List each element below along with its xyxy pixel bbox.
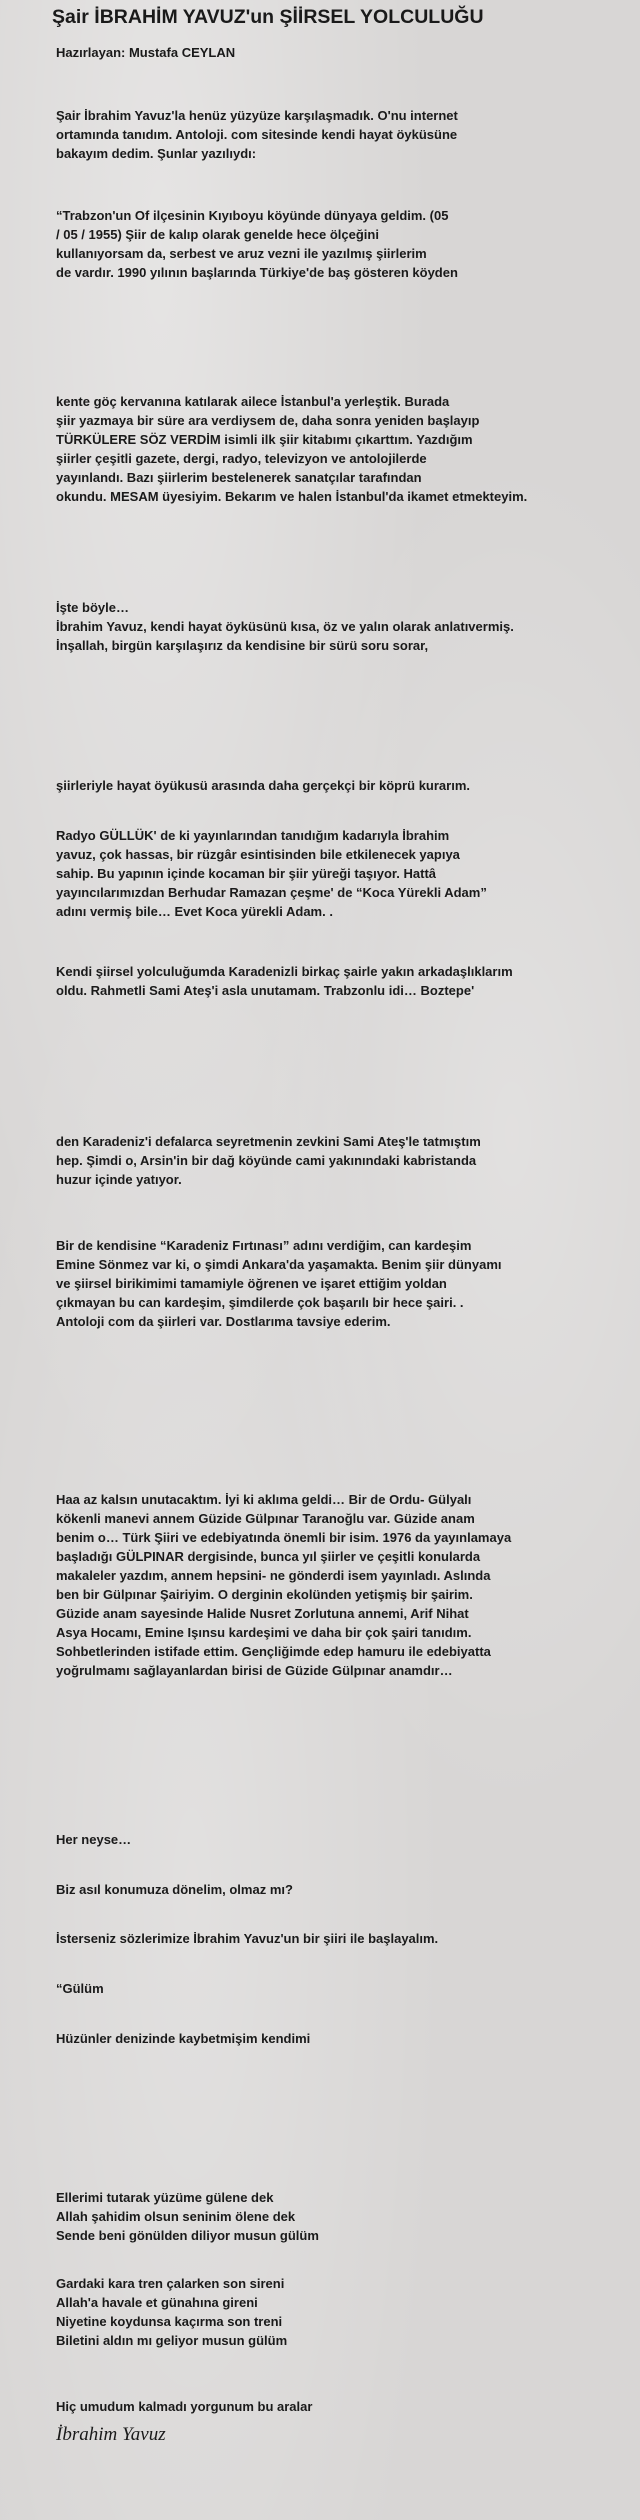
paragraph-her-neyse: Her neyse… [56,1832,132,1847]
poem-line-huzunler: Hüzünler denizinde kaybetmişim kendimi [56,2031,311,2046]
paragraph-emine: Bir de kendisine “Karadeniz Fırtınası” adını verdiğim, can kardeşim Emine Sönmez var ki, o şimdi Ankara'da yaşamakta. Benim şiir dünyamı ve şiirsel birikimimi tamamiyle öğrenen ve işaret ettiğim yoldan çıkmayan bu can kardeşim, şimdilerde çok başarılı bir hece şairi. . Antoloji com da şiirleri var. Dostlarıma tavsiye ederim. [56,1238,502,1329]
poem-stanza-1: Ellerimi tutarak yüzüme gülene dek Allah şahidim olsun seninim ölene dek Sende beni gönülden diliyor musun gülüm [56,2190,319,2243]
poem-stanza-2: Gardaki kara tren çalarken son sireni Allah'a havale et günahına gireni Niyetine koydunsa kaçırma son treni Biletini aldın mı geliyor musun gülüm [56,2276,288,2348]
paragraph-siir-intro: İsterseniz sözlerimize İbrahim Yavuz'un bir şiiri ile başlayalım. [56,1931,439,1946]
paragraph-bio-2: kente göç kervanına katılarak ailece İstanbul'a yerleştik. Burada şiir yazmaya bir süre ara verdiysem de, daha sonra yeniden başlayıp TÜRKÜLERE SÖZ VERDİM isimli ilk şiir kitabımı çıkarttım. Yazdığım şiirler çeşitli gazete, dergi, radyo, televizyon ve antolojilerde yayınlandı. Bazı şiirlerim bestelenerek sanatçılar tarafından okundu. MESAM üyesiyim. Bekarım ve halen İstanbul'da ikamet etmekteyim. [56,394,528,504]
paragraph-iste-boyle: İşte böyle… İbrahim Yavuz, kendi hayat öyküsünü kısa, öz ve yalın olarak anlatıvermiş. İnşallah, birgün karşılaşırız da kendisine bir sürü soru sorar, [56,600,514,653]
poet-signature: İbrahim Yavuz [56,2424,166,2445]
paragraph-guzide: Haa az kalsın unutacaktım. İyi ki aklıma geldi… Bir de Ordu- Gülyalı kökenli manevi annem Güzide Gülpınar Taranoğlu var. Güzide anam benim o… Türk Şiiri ve edebiyatında önemli bir isim. 1976 da yayınlamaya başladığı GÜLPINAR dergisinde, bunca yıl şiirler ve çeşitli konularda makaleler yazdım, annem hepsini- ne gönderdi isem yayınladı. Aslında ben bir Gülpınar Şairiyim. O derginin ekolünden yetişmiş bir şairim. Güzide anam sayesinde Halide Nusret Zorlutuna annemi, Arif Nihat Asya Hocamı, Emine Işınsu kardeşimi ve daha bir çok şairi tanıdım. Sohbetlerinden istifade ettim. Gençliğimde edep hamuru ile edebiyatta yoğrulmamı sağlayanlardan birisi de Güzide Gülpınar anamdır… [56,1492,512,1678]
poem-title: “Gülüm [56,1981,104,1996]
prepared-by: Hazırlayan: Mustafa CEYLAN [56,45,236,60]
article-title: Şair İBRAHİM YAVUZ'un ŞİİRSEL YOLCULUĞU [52,6,484,28]
paragraph-sami-ates: den Karadeniz'i defalarca seyretmenin zevkini Sami Ateş'le tatmıştım hep. Şimdi o, Arsin'in bir dağ köyünde cami yakınındaki kabristanda huzur içinde yatıyor. [56,1134,481,1187]
paragraph-intro: Şair İbrahim Yavuz'la henüz yüzyüze karşılaşmadık. O'nu internet ortamında tanıdım. Antoloji. com sitesinde kendi hayat öyküsüne bakayım dedim. Şunlar yazılıydı: [56,108,458,161]
paragraph-bio-1: “Trabzon'un Of ilçesinin Kıyıboyu köyünde dünyaya geldim. (05 / 05 / 1955) Şiir de kalıp olarak genelde hece ölçeğini kullanıyorsam da, serbest ve aruz vezni ile yazılmış şiirlerim de vardır. 1990 yılının başlarında Türkiye'de baş gösteren köyden [56,208,458,280]
paragraph-radyo: Radyo GÜLLÜK' de ki yayınlarından tanıdığım kadarıyla İbrahim yavuz, çok hassas, bir rüzgâr esintisinden bile etkilenecek yapıya sahip. Bu yapının içinde kocaman bir şiir yüreği taşıyor. Hattâ yayıncılarımızdan Berhudar Ramazan çeşme' de “Koca Yürekli Adam” adını vermiş bile… Evet Koca yürekli Adam. . [56,828,487,919]
paragraph-karadenizli: Kendi şiirsel yolculuğumda Karadenizli birkaç şairle yakın arkadaşlıklarım oldu. Rahmetli Sami Ateş'i asla unutamam. Trabzonlu idi… Boztepe' [56,964,513,998]
poem-last-line: Hiç umudum kalmadı yorgunum bu aralar [56,2399,313,2414]
paragraph-kopru: şiirleriyle hayat öyükusü arasında daha gerçekçi bir köprü kurarım. [56,778,471,793]
paragraph-konumuza: Biz asıl konumuza dönelim, olmaz mı? [56,1882,293,1897]
